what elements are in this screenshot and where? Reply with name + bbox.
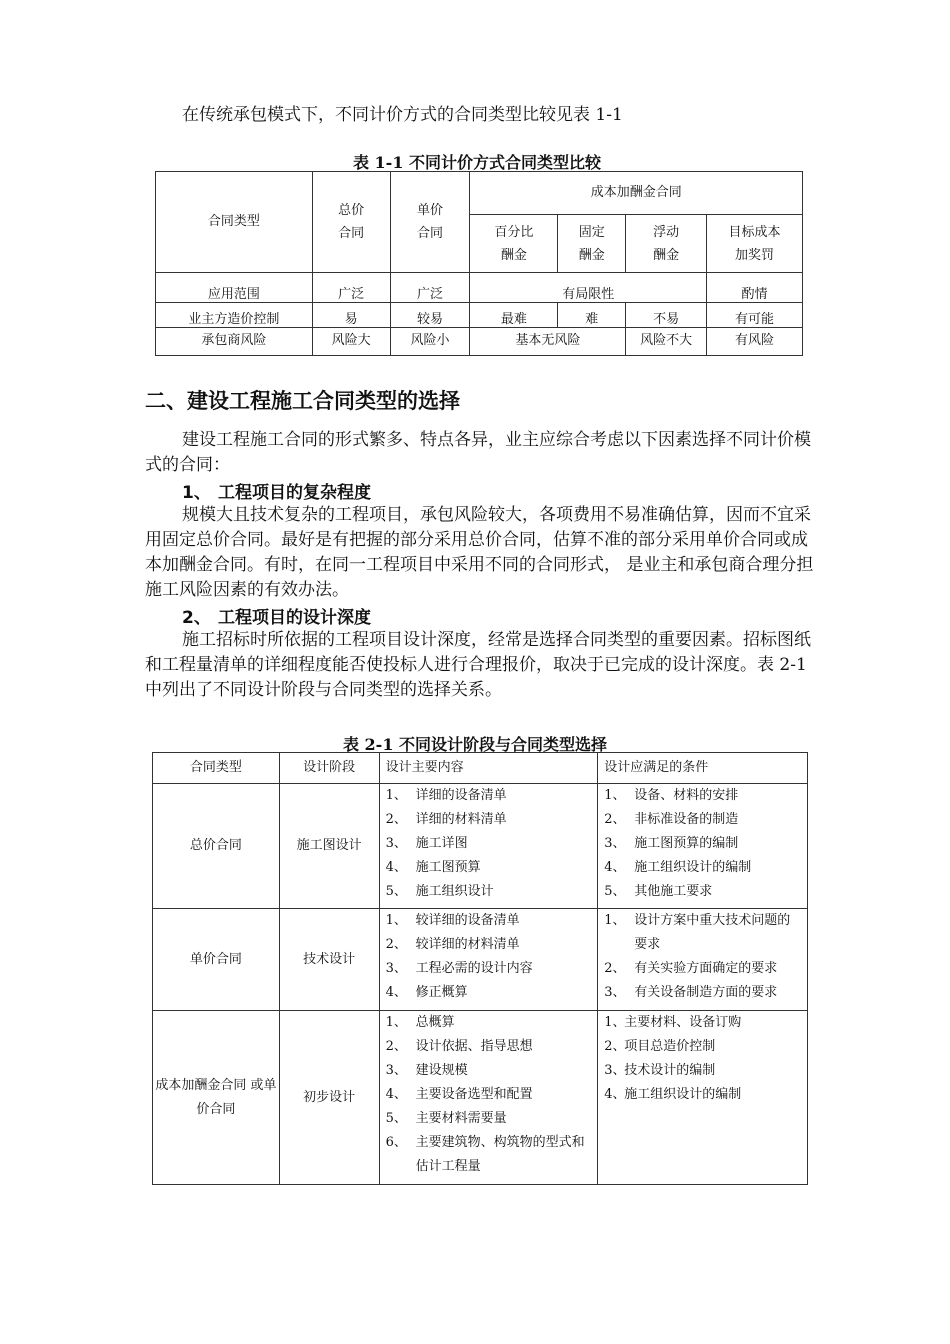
header-target-cost: 目标成本 加奖罚 — [707, 215, 803, 273]
list-item: 1、 较详细的设备清单 — [385, 913, 520, 928]
header-design-stage: 设计阶段 — [279, 753, 379, 784]
list-item: 1、 设计方案中重大技术问题的要求 — [604, 913, 791, 952]
list-item: 2、 项目总造价控制 — [604, 1039, 716, 1054]
contract-type-comparison-table — [155, 171, 803, 356]
row-content-list — [379, 784, 598, 909]
row-conditions-list — [598, 784, 808, 909]
header-unit-price: 单价 合同 — [390, 172, 470, 273]
cell: 风险小 — [390, 328, 470, 356]
header-total-price: 总价 合同 — [312, 172, 390, 273]
row-stage: 技术设计 — [279, 909, 379, 1011]
list-item: 4、 施工组织设计的编制 — [604, 1087, 742, 1102]
cell: 风险不大 — [626, 328, 707, 356]
row-content-list — [379, 909, 598, 1011]
header-percentage-fee: 百分比 酬金 — [470, 215, 558, 273]
list-item: 4、 修正概算 — [385, 985, 468, 1000]
cell: 有局限性 — [470, 273, 707, 303]
row-type: 成本加酬金合同 或单价合同 — [153, 1011, 280, 1185]
design-stage-contract-table — [152, 752, 808, 1185]
row-type: 总价合同 — [153, 784, 280, 909]
list-item: 4、 施工图预算 — [385, 860, 481, 875]
header-cost-plus: 成本加酬金合同 — [470, 172, 803, 215]
list-item: 2、 有关实验方面确定的要求 — [604, 961, 778, 976]
list-item: 5、 主要材料需要量 — [385, 1111, 507, 1126]
row-owner-cost-control-label: 业主方造价控制 — [156, 303, 313, 328]
cell: 风险大 — [312, 328, 390, 356]
cell: 有可能 — [707, 303, 803, 328]
cell: 较易 — [390, 303, 470, 328]
cell: 不易 — [626, 303, 707, 328]
header-floating-fee: 浮动 酬金 — [626, 215, 707, 273]
paragraph-complexity: 规模大且技术复杂的工程项目，承包风险较大，各项费用不易准确估算，因而不宜采用固定总价合同。最好是有把握的部分采用总价合同，估算不准的部分采用单价合同或成本加酬金合同。有时，在同一工程项目中采用不同的合同形式， 是业主和承包商合理分担施工风险因素的有效办法。 — [145, 505, 814, 600]
cell: 酌情 — [707, 273, 803, 303]
list-item: 5、 施工组织设计 — [385, 884, 494, 899]
list-item: 3、 施工图预算的编制 — [604, 836, 739, 851]
header-design-content: 设计主要内容 — [379, 753, 598, 784]
cell: 广泛 — [312, 273, 390, 303]
row-scope-label: 应用范围 — [156, 273, 313, 303]
row-contractor-risk-label: 承包商风险 — [156, 328, 313, 356]
list-item: 5、 其他施工要求 — [604, 884, 713, 899]
list-item: 1、 总概算 — [385, 1015, 455, 1030]
list-item: 3、 有关设备制造方面的要求 — [604, 985, 778, 1000]
header-contract-type: 合同类型 — [156, 172, 313, 273]
list-item: 1、 设备、材料的安排 — [604, 788, 739, 803]
row-conditions-list — [598, 909, 808, 1011]
section-heading: 二、建设工程施工合同类型的选择 — [145, 389, 460, 413]
header-design-conditions: 设计应满足的条件 — [598, 753, 808, 784]
row-stage: 施工图设计 — [279, 784, 379, 909]
list-item: 3、 技术设计的编制 — [604, 1063, 716, 1078]
list-item: 2、 非标准设备的制造 — [604, 812, 739, 827]
header-fixed-fee: 固定 酬金 — [558, 215, 626, 273]
list-item: 1、 详细的设备清单 — [385, 788, 507, 803]
list-item: 2、 设计依据、指导思想 — [385, 1039, 533, 1054]
list-item: 2、 详细的材料清单 — [385, 812, 507, 827]
row-content-list — [379, 1011, 598, 1185]
list-item: 3、 工程必需的设计内容 — [385, 961, 533, 976]
subheading-complexity: 1、 工程项目的复杂程度 — [182, 483, 371, 503]
list-item: 3、 施工详图 — [385, 836, 468, 851]
paragraph-design-depth: 施工招标时所依据的工程项目设计深度，经常是选择合同类型的重要因素。招标图纸和工程量清单的详细程度能否使投标人进行合理报价，取决于已完成的设计深度。表 2-1 中列出了不同设计阶段与合同类型的选择关系。 — [145, 630, 811, 700]
cell: 最难 — [470, 303, 558, 328]
list-item: 4、 主要设备选型和配置 — [385, 1087, 533, 1102]
list-item: 1、 主要材料、设备订购 — [604, 1015, 742, 1030]
cell: 广泛 — [390, 273, 470, 303]
list-item: 3、 建设规模 — [385, 1063, 468, 1078]
header-contract-type: 合同类型 — [153, 753, 280, 784]
cell: 基本无风险 — [470, 328, 626, 356]
table1-caption: 表 1-1 不同计价方式合同类型比较 — [352, 153, 602, 172]
list-item: 2、 较详细的材料清单 — [385, 937, 520, 952]
cell: 有风险 — [707, 328, 803, 356]
row-type: 单价合同 — [153, 909, 280, 1011]
cell: 易 — [312, 303, 390, 328]
table2-caption: 表 2-1 不同设计阶段与合同类型选择 — [342, 735, 608, 754]
list-item: 6、 主要建筑物、构筑物的型式和估计工程量 — [385, 1135, 585, 1174]
intro-text: 在传统承包模式下，不同计价方式的合同类型比较见表 1-1 — [182, 105, 623, 125]
cell: 难 — [558, 303, 626, 328]
row-stage: 初步设计 — [279, 1011, 379, 1185]
paragraph-intro: 建设工程施工合同的形式繁多、特点各异，业主应综合考虑以下因素选择不同计价模式的合同： — [145, 430, 811, 475]
subheading-design-depth: 2、 工程项目的设计深度 — [182, 608, 371, 628]
list-item: 4、 施工组织设计的编制 — [604, 860, 752, 875]
row-conditions-list — [598, 1011, 808, 1185]
